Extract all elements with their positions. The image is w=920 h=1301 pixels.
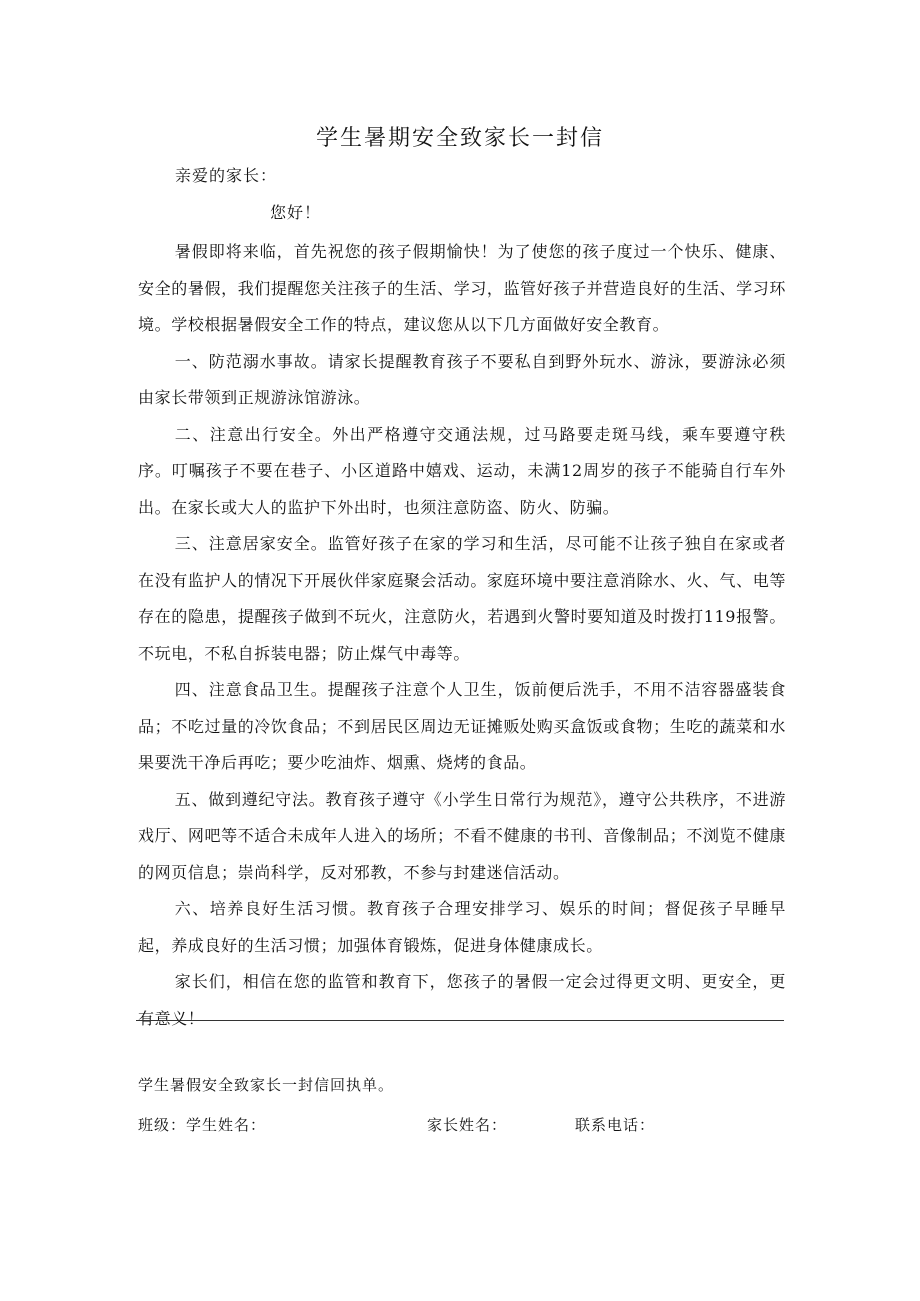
letter-body: [138, 234, 786, 1037]
paragraph-home: 三、注意居家安全。监管好孩子在家的学习和生活，尽可能不让孩子独自在家或者在没有监护人的情况下开展伙伴家庭聚会活动。家庭环境中要注意消除水、火、气、电等存在的隐患，提醒孩子做到不玩火，注意防火，若遇到火警时要知道及时拨打119报警。不玩电，不私自拆装电器；防止煤气中毒等。: [138, 534, 786, 663]
document-title: 学生暑期安全致家长一封信: [315, 126, 604, 151]
parent-name-label: 家长姓名：: [427, 1116, 508, 1134]
closing-paragraph: 家长们，相信在您的监管和教育下，您孩子的暑假一定会过得更文明、更安全，更有意义！: [138, 972, 786, 1028]
greeting: 您好！: [270, 203, 322, 222]
divider-line: [136, 1020, 784, 1021]
phone-label: 联系电话：: [575, 1116, 656, 1134]
paragraph-habits: 六、培养良好生活习惯。教育孩子合理安排学习、娱乐的时间；督促孩子早睡早起，养成良好的生活习惯；加强体育锻炼，促进身体健康成长。: [138, 899, 786, 955]
paragraph-food: 四、注意食品卫生。提醒孩子注意个人卫生，饭前便后洗手，不用不洁容器盛装食品；不吃过量的冷饮食品；不到居民区周边无证摊贩处购买盒饭或食物；生吃的蔬菜和水果要洗干净后再吃；要少吃油炸、烟熏、烧烤的食品。: [138, 680, 786, 772]
paragraph-travel: 二、注意出行安全。外出严格遵守交通法规，过马路要走斑马线，乘车要遵守秩序。叮嘱孩子不要在巷子、小区道路中嬉戏、运动，未满12周岁的孩子不能骑自行车外出。在家长或大人的监护下外出时，也须注意防盗、防火、防骗。: [138, 424, 786, 517]
receipt-title: 学生暑假安全致家长一封信回执单。: [138, 1076, 395, 1094]
intro-paragraph: 暑假即将来临，首先祝您的孩子假期愉快！为了使您的孩子度过一个快乐、健康、安全的暑假，我们提醒您关注孩子的生活、学习，监管好孩子并营造良好的生活、学习环境。学校根据暑假安全工作的特点，建议您从以下几方面做好安全教育。: [138, 242, 786, 334]
paragraph-law: 五、做到遵纪守法。教育孩子遵守《小学生日常行为规范》，遵守公共秩序，不进游戏厅、网吧等不适合未成年人进入的场所；不看不健康的书刊、音像制品；不浏览不健康的网页信息；崇尚科学，反对邪教，不参与封建迷信活动。: [138, 789, 786, 882]
class-student-name-label: 班级：学生姓名：: [138, 1116, 267, 1134]
salutation: 亲爱的家长：: [175, 166, 278, 185]
paragraph-drowning: 一、防范溺水事故。请家长提醒教育孩子不要私自到野外玩水、游泳，要游泳必须由家长带领到正规游泳馆游泳。: [138, 351, 786, 407]
